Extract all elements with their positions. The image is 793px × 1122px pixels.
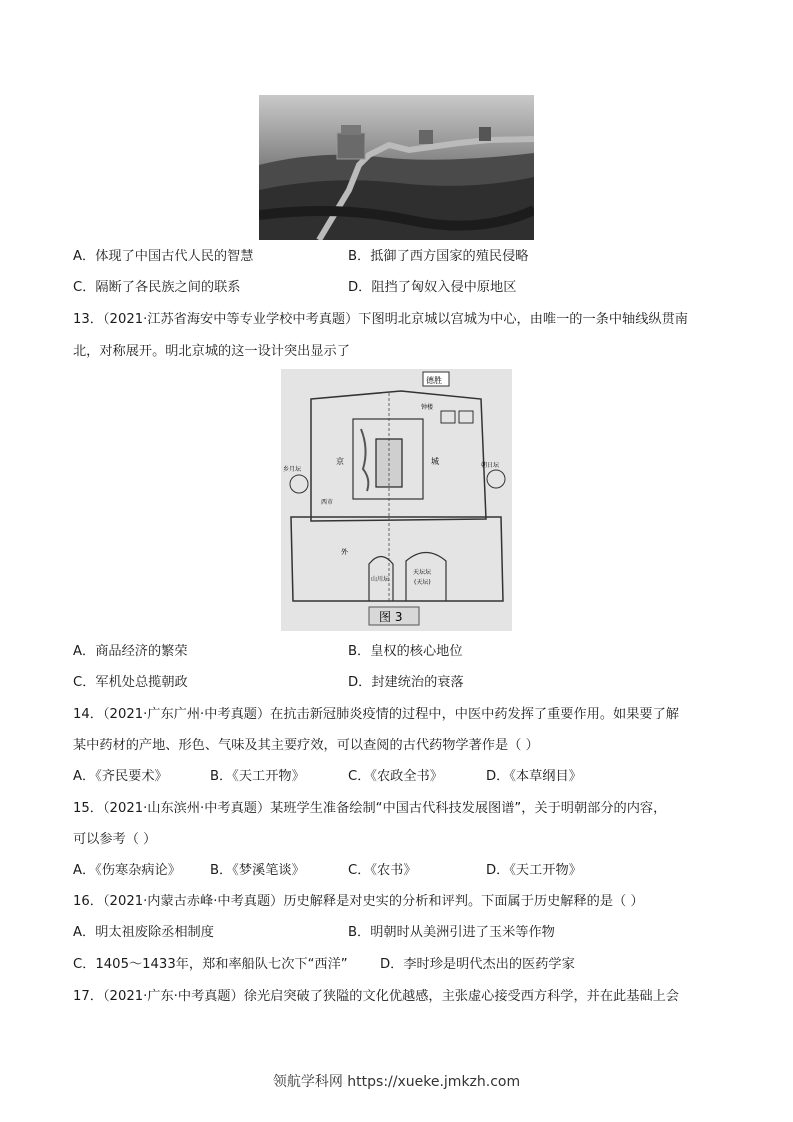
map-label-left-altar: 乡月坛 xyxy=(283,466,302,473)
map-label-right-altar: 朝日坛 xyxy=(481,462,500,469)
q16-option-b: B．明朝时从美洲引进了玉米等作物 xyxy=(348,925,555,940)
q16-option-c: C．1405～1433年，郑和率船队七次下“西洋” xyxy=(73,957,348,972)
q12-option-c: C．隔断了各民族之间的联系 xyxy=(73,280,241,295)
q13-option-d: D．封建统治的衰落 xyxy=(348,675,464,690)
map-label-top: 德胜 xyxy=(426,376,442,385)
q13-stem-line1: 13．（2021·江苏省海安中等专业学校中考真题）下图明北京城以宫城为中心，由唯一的一条中轴线纵贯南 xyxy=(73,312,688,327)
q15-stem-line1: 15．（2021·山东滨州·中考真题）某班学生准备绘制“中国古代科技发展图谱”，关于明朝部分的内容， xyxy=(73,801,667,816)
map-label-outer: 外 xyxy=(341,548,348,556)
q14-option-b: B．《天工开物》 xyxy=(210,769,305,784)
q15-option-c: C．《农书》 xyxy=(348,863,417,878)
q13-option-b: B．皇权的核心地位 xyxy=(348,644,463,659)
map-label-bell-tower: 钟楼 xyxy=(421,404,434,411)
map-label-shanchuan: 山川坛 xyxy=(371,576,390,583)
q13-option-a: A．商品经济的繁荣 xyxy=(73,644,188,659)
q15-stem-line2: 可以参考（ ） xyxy=(73,832,157,847)
map-label-jing: 京 xyxy=(336,457,344,466)
beijing-map-diagram xyxy=(281,369,512,631)
q12-option-b: B．抵御了西方国家的殖民侵略 xyxy=(348,249,529,264)
q15-option-d: D．《天工开物》 xyxy=(486,863,582,878)
q14-option-a: A．《齐民要术》 xyxy=(73,769,168,784)
q12-option-d: D．阻挡了匈奴入侵中原地区 xyxy=(348,280,517,295)
q16-option-a: A．明太祖废除丞相制度 xyxy=(73,925,214,940)
q12-option-a: A．体现了中国古代人民的智慧 xyxy=(73,249,254,264)
q16-stem-line1: 16．（2021·内蒙古赤峰·中考真题）历史解释是对史实的分析和评判。下面属于历史解释的是（ ） xyxy=(73,894,644,909)
q15-option-b: B．《梦溪笔谈》 xyxy=(210,863,305,878)
great-wall-photo xyxy=(259,95,534,240)
q14-stem-line1: 14．（2021·广东广州·中考真题）在抗击新冠肺炎疫情的过程中，中医中药发挥了重要作用。如果要了解 xyxy=(73,707,679,722)
q15-option-a: A．《伤寒杂病论》 xyxy=(73,863,181,878)
map-label-market: 西市 xyxy=(321,499,334,506)
q14-stem-line2: 某中药材的产地、形色、气味及其主要疗效，可以查阅的古代药物学著作是（ ） xyxy=(73,738,539,753)
great-wall-illustration xyxy=(259,95,534,240)
ming-beijing-map xyxy=(281,369,512,631)
q13-option-c: C．军机处总揽朝政 xyxy=(73,675,188,690)
map-caption: 图 3 xyxy=(379,610,403,624)
map-label-tiantan-paren: (天坛) xyxy=(414,579,431,586)
q14-option-d: D．《本草纲目》 xyxy=(486,769,582,784)
q16-option-d: D．李时珍是明代杰出的医药学家 xyxy=(380,957,575,972)
q13-stem-line2: 北，对称展开。明北京城的这一设计突出显示了 xyxy=(73,344,350,359)
map-label-tiantan: 天坛坛 xyxy=(413,569,432,576)
q17-stem-line1: 17．（2021·广东·中考真题）徐光启突破了狭隘的文化优越感，主张虚心接受西方科学，并在此基础上会 xyxy=(73,989,679,1004)
q14-option-c: C．《农政全书》 xyxy=(348,769,443,784)
map-label-cheng: 城 xyxy=(431,457,439,466)
page-footer: 领航学科网 https://xueke.jmkzh.com xyxy=(272,1074,521,1090)
